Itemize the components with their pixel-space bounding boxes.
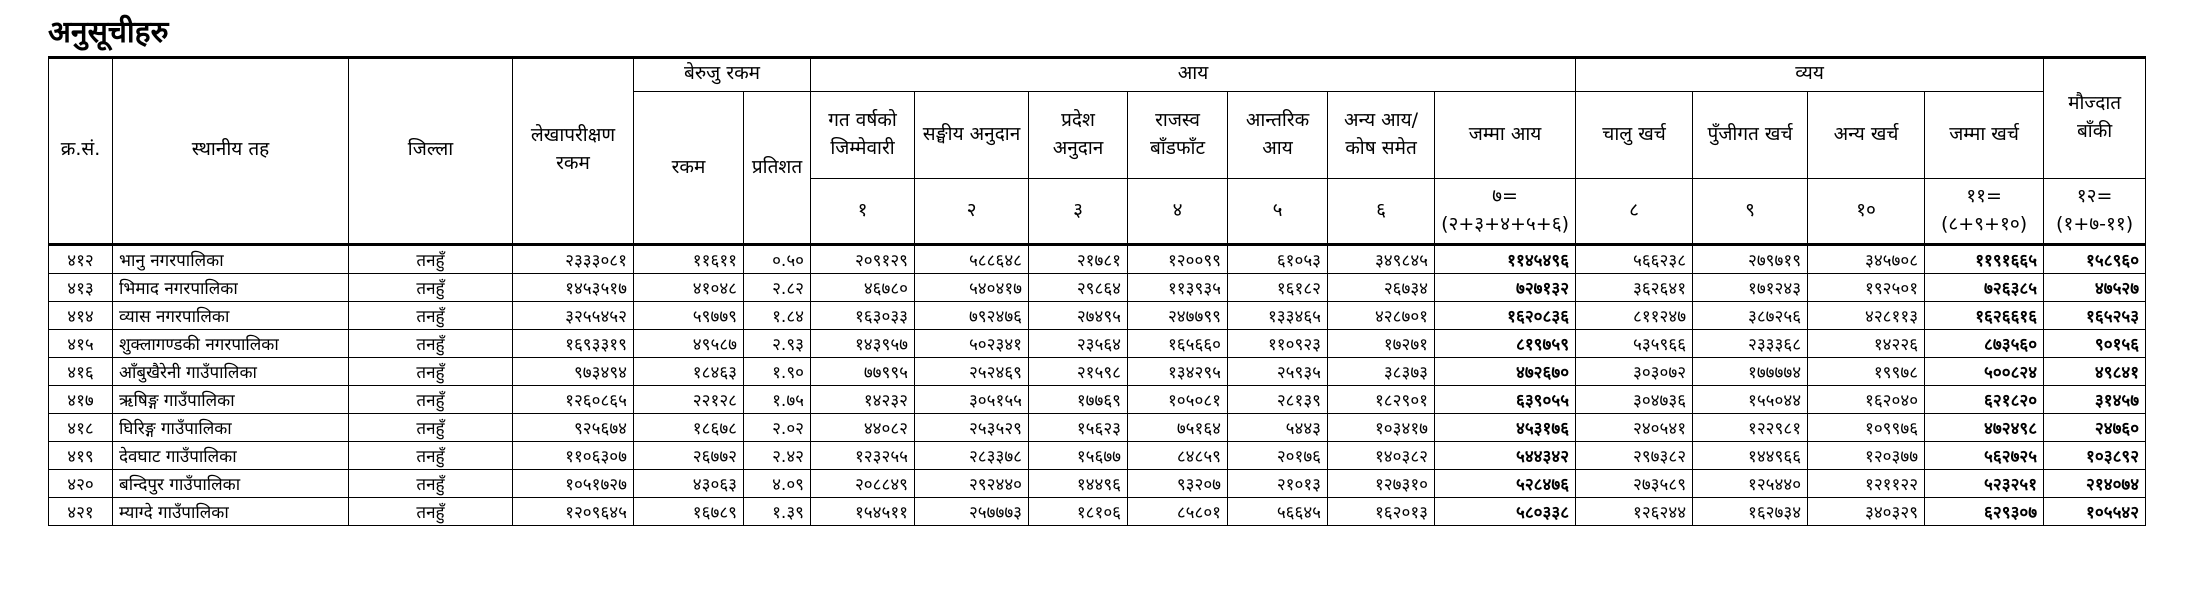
cell-sn: ४१२ xyxy=(49,245,113,274)
cell-federal-grant: २५२४६९ xyxy=(915,358,1029,386)
cell-irregular-amount: २६७७२ xyxy=(634,442,744,470)
cell-other-income: ३४९८४५ xyxy=(1328,245,1435,274)
cell-current-expense: ८११२४७ xyxy=(1576,302,1693,330)
cell-capital-expense: १७१२४३ xyxy=(1693,274,1808,302)
cell-capital-expense: १६२७३४ xyxy=(1693,498,1808,526)
cell-revenue-share: १३४२९५ xyxy=(1128,358,1228,386)
cell-internal-income: २१०१३ xyxy=(1228,470,1328,498)
cell-federal-grant: ५८८६४८ xyxy=(915,245,1029,274)
cell-audit-amount: १२०९६४५ xyxy=(513,498,634,526)
cell-district: तनहुँ xyxy=(349,274,513,302)
cell-prev-liability: १४३९५७ xyxy=(811,330,915,358)
cell-revenue-share: १०५०८१ xyxy=(1128,386,1228,414)
header-total-expense: जम्मा खर्च xyxy=(1925,92,2044,179)
appendix-table-container xyxy=(48,56,2145,526)
cell-provincial-grant: १७७६९ xyxy=(1029,386,1128,414)
cell-federal-grant: ५४०४१७ xyxy=(915,274,1029,302)
header-local-level: स्थानीय तह xyxy=(113,57,349,245)
cell-district: तनहुँ xyxy=(349,358,513,386)
cell-other-income: १७२७१ xyxy=(1328,330,1435,358)
cell-irregular-percent: २.४२ xyxy=(744,442,811,470)
cell-irregular-percent: २.०२ xyxy=(744,414,811,442)
cell-other-expense: १२०३७७ xyxy=(1808,442,1925,470)
cell-audit-amount: ९२५६७४ xyxy=(513,414,634,442)
cell-other-income: १२७३१० xyxy=(1328,470,1435,498)
table-row xyxy=(49,358,2146,386)
cell-other-income: १०३४१७ xyxy=(1328,414,1435,442)
cell-internal-income: १३३४६५ xyxy=(1228,302,1328,330)
header-num-9: ९ xyxy=(1693,179,1808,245)
header-expense: व्यय xyxy=(1576,57,2044,92)
cell-revenue-share: ९३२०७ xyxy=(1128,470,1228,498)
cell-sn: ४१८ xyxy=(49,414,113,442)
cell-audit-amount: १०५१७२७ xyxy=(513,470,634,498)
table-row xyxy=(49,274,2146,302)
cell-local-level: व्यास नगरपालिका xyxy=(113,302,349,330)
cell-capital-expense: २३३३६८ xyxy=(1693,330,1808,358)
cell-district: तनहुँ xyxy=(349,470,513,498)
cell-prev-liability: २०८८४९ xyxy=(811,470,915,498)
header-audit-amount: लेखापरीक्षण रकम xyxy=(513,57,634,245)
appendix-table xyxy=(48,56,2146,526)
cell-prev-liability: २०९१२९ xyxy=(811,245,915,274)
cell-other-expense: १९९७८ xyxy=(1808,358,1925,386)
cell-total-income: ८१९७५९ xyxy=(1435,330,1576,358)
cell-revenue-share: ११३९३५ xyxy=(1128,274,1228,302)
cell-district: तनहुँ xyxy=(349,442,513,470)
cell-total-income: ५४४३४२ xyxy=(1435,442,1576,470)
cell-other-expense: १४२२६ xyxy=(1808,330,1925,358)
cell-total-income: ४५३१७६ xyxy=(1435,414,1576,442)
cell-total-expense: ६२१८२० xyxy=(1925,386,2044,414)
cell-internal-income: ५६६४५ xyxy=(1228,498,1328,526)
cell-total-income: ७२७१३२ xyxy=(1435,274,1576,302)
cell-internal-income: २८१३९ xyxy=(1228,386,1328,414)
cell-revenue-share: १६५६६० xyxy=(1128,330,1228,358)
cell-sn: ४१७ xyxy=(49,386,113,414)
cell-other-expense: ३४०३२९ xyxy=(1808,498,1925,526)
cell-internal-income: ११०९२३ xyxy=(1228,330,1328,358)
cell-revenue-share: १२००९९ xyxy=(1128,245,1228,274)
header-num-5: ५ xyxy=(1228,179,1328,245)
cell-sn: ४१३ xyxy=(49,274,113,302)
cell-irregular-amount: ४९५८७ xyxy=(634,330,744,358)
cell-balance: ४९८४१ xyxy=(2044,358,2146,386)
cell-audit-amount: ११०६३०७ xyxy=(513,442,634,470)
cell-current-expense: ३६२६४१ xyxy=(1576,274,1693,302)
cell-balance: १०५५४२ xyxy=(2044,498,2146,526)
header-num-1: १ xyxy=(811,179,915,245)
cell-other-income: १८२९०१ xyxy=(1328,386,1435,414)
cell-balance: १५८९६० xyxy=(2044,245,2146,274)
cell-irregular-percent: १.८४ xyxy=(744,302,811,330)
cell-irregular-percent: ०.५० xyxy=(744,245,811,274)
cell-other-expense: १०९९७६ xyxy=(1808,414,1925,442)
cell-irregular-amount: ११६११ xyxy=(634,245,744,274)
cell-sn: ४२१ xyxy=(49,498,113,526)
cell-total-expense: ७२६३८५ xyxy=(1925,274,2044,302)
cell-total-expense: ४७२४९८ xyxy=(1925,414,2044,442)
header-num-12: १२= (१+७-११) xyxy=(2044,179,2146,245)
cell-federal-grant: २५७७७३ xyxy=(915,498,1029,526)
cell-irregular-amount: ५९७७९ xyxy=(634,302,744,330)
cell-district: तनहुँ xyxy=(349,245,513,274)
cell-provincial-grant: २१५९८ xyxy=(1029,358,1128,386)
cell-federal-grant: २५३५२९ xyxy=(915,414,1029,442)
cell-local-level: भिमाद नगरपालिका xyxy=(113,274,349,302)
cell-provincial-grant: १५६२३ xyxy=(1029,414,1128,442)
cell-capital-expense: १४४९६६ xyxy=(1693,442,1808,470)
cell-total-income: १६२०८३६ xyxy=(1435,302,1576,330)
cell-sn: ४१९ xyxy=(49,442,113,470)
cell-total-expense: ५००८२४ xyxy=(1925,358,2044,386)
header-income: आय xyxy=(811,57,1576,92)
cell-internal-income: ५४४३ xyxy=(1228,414,1328,442)
cell-irregular-percent: २.८२ xyxy=(744,274,811,302)
cell-local-level: घिरिङ्ग गाउँपालिका xyxy=(113,414,349,442)
cell-prev-liability: १६३०३३ xyxy=(811,302,915,330)
cell-irregular-amount: २२१२८ xyxy=(634,386,744,414)
table-top-rule xyxy=(48,56,2145,59)
cell-district: तनहुँ xyxy=(349,414,513,442)
cell-capital-expense: १२५४४० xyxy=(1693,470,1808,498)
cell-other-expense: १६२०४० xyxy=(1808,386,1925,414)
cell-prev-liability: १४२३२ xyxy=(811,386,915,414)
header-irregular-percent: प्रतिशत xyxy=(744,92,811,245)
header-irregular-amount: रकम xyxy=(634,92,744,245)
cell-audit-amount: २३३३०८१ xyxy=(513,245,634,274)
cell-irregular-percent: १.३९ xyxy=(744,498,811,526)
cell-other-expense: ४२८११३ xyxy=(1808,302,1925,330)
cell-other-income: १४०३८२ xyxy=(1328,442,1435,470)
cell-other-expense: १९२५०१ xyxy=(1808,274,1925,302)
cell-provincial-grant: २३५६४ xyxy=(1029,330,1128,358)
header-num-8: ८ xyxy=(1576,179,1693,245)
cell-provincial-grant: २९८६४ xyxy=(1029,274,1128,302)
header-balance: मौज्दात बाँकी xyxy=(2044,57,2146,179)
cell-current-expense: ५६६२३८ xyxy=(1576,245,1693,274)
header-num-4: ४ xyxy=(1128,179,1228,245)
cell-federal-grant: ३०५१५५ xyxy=(915,386,1029,414)
cell-internal-income: २५९३५ xyxy=(1228,358,1328,386)
cell-local-level: ऋषिङ्ग गाउँपालिका xyxy=(113,386,349,414)
cell-prev-liability: १२३२५५ xyxy=(811,442,915,470)
table-body xyxy=(49,245,2146,526)
cell-sn: ४२० xyxy=(49,470,113,498)
cell-audit-amount: १६९३३१९ xyxy=(513,330,634,358)
cell-irregular-percent: १.७५ xyxy=(744,386,811,414)
cell-capital-expense: १५५०४४ xyxy=(1693,386,1808,414)
cell-prev-liability: ७७९९५ xyxy=(811,358,915,386)
header-provincial-grant: प्रदेश अनुदान xyxy=(1029,92,1128,179)
table-row xyxy=(49,442,2146,470)
cell-audit-amount: १२६०८६५ xyxy=(513,386,634,414)
header-irregular: बेरुजु रकम xyxy=(634,57,811,92)
cell-revenue-share: ८५८०१ xyxy=(1128,498,1228,526)
cell-balance: २४७६० xyxy=(2044,414,2146,442)
cell-total-income: ४७२६७० xyxy=(1435,358,1576,386)
cell-provincial-grant: १८१०६ xyxy=(1029,498,1128,526)
cell-provincial-grant: १४४९६ xyxy=(1029,470,1128,498)
cell-total-income: ११४५४९६ xyxy=(1435,245,1576,274)
cell-other-income: ३८३७३ xyxy=(1328,358,1435,386)
cell-sn: ४१५ xyxy=(49,330,113,358)
cell-capital-expense: १२२९८१ xyxy=(1693,414,1808,442)
page-title: अनुसूचीहरु xyxy=(48,15,169,50)
cell-provincial-grant: १५६७७ xyxy=(1029,442,1128,470)
cell-total-expense: १६२६६१६ xyxy=(1925,302,2044,330)
table-row xyxy=(49,302,2146,330)
cell-prev-liability: ४६७८० xyxy=(811,274,915,302)
table-header xyxy=(49,57,2146,245)
header-federal-grant: सङ्घीय अनुदान xyxy=(915,92,1029,179)
cell-local-level: बन्दिपुर गाउँपालिका xyxy=(113,470,349,498)
header-current-expense: चालु खर्च xyxy=(1576,92,1693,179)
table-row xyxy=(49,330,2146,358)
cell-total-expense: ६२९३०७ xyxy=(1925,498,2044,526)
cell-total-income: ५८०३३८ xyxy=(1435,498,1576,526)
cell-current-expense: २४०५४१ xyxy=(1576,414,1693,442)
cell-prev-liability: ४४०८२ xyxy=(811,414,915,442)
cell-current-expense: २७३५८९ xyxy=(1576,470,1693,498)
cell-irregular-amount: ४१०४८ xyxy=(634,274,744,302)
cell-irregular-amount: १८६७८ xyxy=(634,414,744,442)
table-row xyxy=(49,470,2146,498)
cell-sn: ४१६ xyxy=(49,358,113,386)
cell-irregular-percent: ४.०९ xyxy=(744,470,811,498)
cell-balance: २१४०७४ xyxy=(2044,470,2146,498)
table-row xyxy=(49,498,2146,526)
cell-current-expense: २९७३८२ xyxy=(1576,442,1693,470)
cell-revenue-share: २४७७९९ xyxy=(1128,302,1228,330)
cell-irregular-percent: २.९३ xyxy=(744,330,811,358)
cell-sn: ४१४ xyxy=(49,302,113,330)
cell-total-expense: ११९१६६५ xyxy=(1925,245,2044,274)
cell-total-income: ६३९०५५ xyxy=(1435,386,1576,414)
cell-other-expense: १२११२२ xyxy=(1808,470,1925,498)
cell-district: तनहुँ xyxy=(349,498,513,526)
header-other-income: अन्य आय/कोष समेत xyxy=(1328,92,1435,179)
header-other-expense: अन्य खर्च xyxy=(1808,92,1925,179)
header-capital-expense: पुँजीगत खर्च xyxy=(1693,92,1808,179)
cell-balance: ३१४५७ xyxy=(2044,386,2146,414)
header-num-3: ३ xyxy=(1029,179,1128,245)
cell-current-expense: ५३५९६६ xyxy=(1576,330,1693,358)
cell-irregular-percent: १.९० xyxy=(744,358,811,386)
header-prev-liability: गत वर्षको जिम्मेवारी xyxy=(811,92,915,179)
cell-other-expense: ३४५७०८ xyxy=(1808,245,1925,274)
header-district: जिल्ला xyxy=(349,57,513,245)
cell-capital-expense: १७७७७४ xyxy=(1693,358,1808,386)
cell-audit-amount: ९७३४९४ xyxy=(513,358,634,386)
cell-balance: १०३८९२ xyxy=(2044,442,2146,470)
cell-federal-grant: २८३३७८ xyxy=(915,442,1029,470)
header-sn: क्र.सं. xyxy=(49,57,113,245)
header-num-7: ७= (२+३+४+५+६) xyxy=(1435,179,1576,245)
cell-revenue-share: ७५१६४ xyxy=(1128,414,1228,442)
header-num-10: १० xyxy=(1808,179,1925,245)
header-internal-income: आन्तरिक आय xyxy=(1228,92,1328,179)
cell-total-expense: ५६२७२५ xyxy=(1925,442,2044,470)
cell-local-level: म्याग्दे गाउँपालिका xyxy=(113,498,349,526)
header-num-11: ११= (८+९+१०) xyxy=(1925,179,2044,245)
cell-total-expense: ५२३२५१ xyxy=(1925,470,2044,498)
cell-other-income: ४२८७०१ xyxy=(1328,302,1435,330)
cell-internal-income: २०१७६ xyxy=(1228,442,1328,470)
cell-revenue-share: ८४८५९ xyxy=(1128,442,1228,470)
cell-prev-liability: १५४५११ xyxy=(811,498,915,526)
cell-audit-amount: १४५३५१७ xyxy=(513,274,634,302)
table-row xyxy=(49,245,2146,274)
cell-audit-amount: ३२५५४५२ xyxy=(513,302,634,330)
cell-irregular-amount: १६७८९ xyxy=(634,498,744,526)
cell-federal-grant: ७९२४७६ xyxy=(915,302,1029,330)
table-row xyxy=(49,414,2146,442)
header-num-6: ६ xyxy=(1328,179,1435,245)
cell-total-expense: ८७३५६० xyxy=(1925,330,2044,358)
cell-district: तनहुँ xyxy=(349,330,513,358)
cell-provincial-grant: २१७८१ xyxy=(1029,245,1128,274)
cell-balance: ९०१५६ xyxy=(2044,330,2146,358)
cell-current-expense: १२६२४४ xyxy=(1576,498,1693,526)
cell-provincial-grant: २७४९५ xyxy=(1029,302,1128,330)
cell-other-income: १६२०१३ xyxy=(1328,498,1435,526)
header-total-income: जम्मा आय xyxy=(1435,92,1576,179)
cell-current-expense: ३०३०७२ xyxy=(1576,358,1693,386)
cell-balance: १६५२५३ xyxy=(2044,302,2146,330)
cell-internal-income: ६१०५३ xyxy=(1228,245,1328,274)
table-row xyxy=(49,386,2146,414)
header-num-2: २ xyxy=(915,179,1029,245)
cell-capital-expense: २७९७१९ xyxy=(1693,245,1808,274)
cell-district: तनहुँ xyxy=(349,386,513,414)
header-revenue-share: राजस्व बाँडफाँट xyxy=(1128,92,1228,179)
cell-irregular-amount: १८४६३ xyxy=(634,358,744,386)
cell-other-income: २६७३४ xyxy=(1328,274,1435,302)
cell-balance: ४७५२७ xyxy=(2044,274,2146,302)
cell-federal-grant: २९२४४० xyxy=(915,470,1029,498)
cell-capital-expense: ३८७२५६ xyxy=(1693,302,1808,330)
cell-irregular-amount: ४३०६३ xyxy=(634,470,744,498)
cell-internal-income: १६१८२ xyxy=(1228,274,1328,302)
cell-local-level: शुक्लागण्डकी नगरपालिका xyxy=(113,330,349,358)
cell-local-level: भानु नगरपालिका xyxy=(113,245,349,274)
cell-current-expense: ३०४७३६ xyxy=(1576,386,1693,414)
cell-federal-grant: ५०२३४१ xyxy=(915,330,1029,358)
cell-total-income: ५२८४७६ xyxy=(1435,470,1576,498)
cell-local-level: देवघाट गाउँपालिका xyxy=(113,442,349,470)
cell-district: तनहुँ xyxy=(349,302,513,330)
cell-local-level: आँबुखैरेनी गाउँपालिका xyxy=(113,358,349,386)
